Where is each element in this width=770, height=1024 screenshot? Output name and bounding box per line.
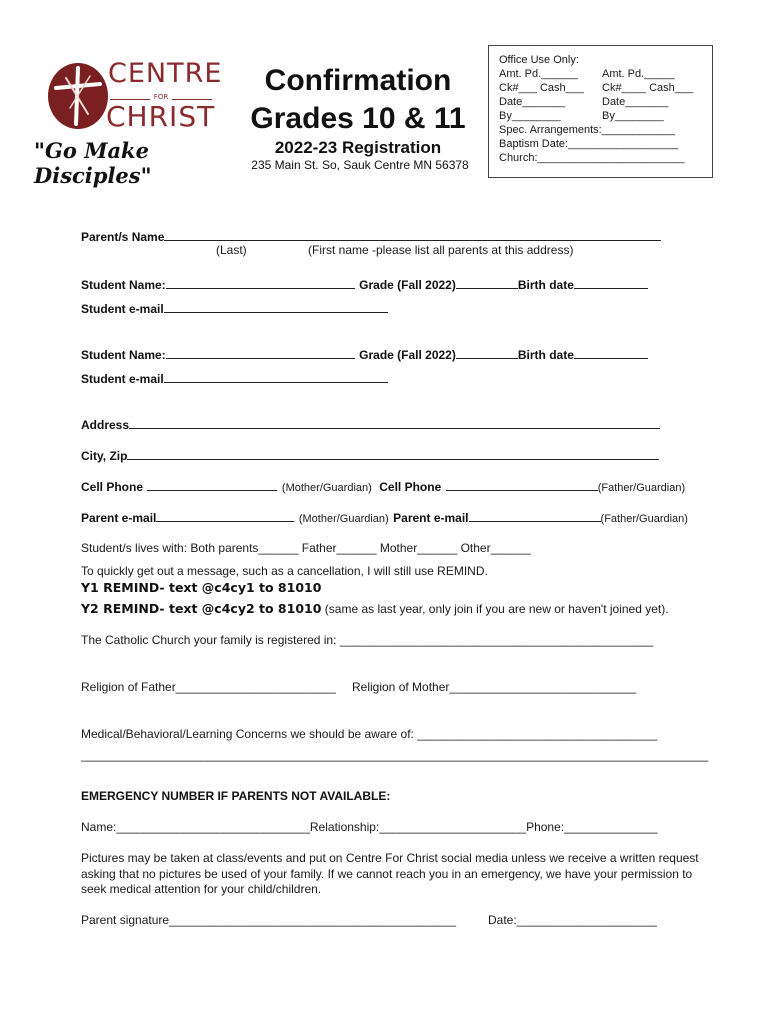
student-2-grade-field[interactable] — [456, 347, 518, 359]
mother-cell-field[interactable] — [147, 479, 277, 491]
y2-remind-row — [81, 600, 669, 618]
city-zip-field[interactable] — [127, 448, 659, 460]
father-email-field[interactable] — [469, 510, 601, 522]
office-ck-2: Ck#____ Cash___ — [602, 82, 694, 94]
office-by-1: By________ — [499, 110, 561, 122]
emergency-heading: EMERGENCY NUMBER IF PARENTS NOT AVAILABLE: — [81, 789, 391, 803]
address-field[interactable] — [129, 417, 660, 429]
logo-word-centre: CENTRE — [108, 58, 223, 89]
emergency-contact-line[interactable]: Name:_____________________________Relationship:______________________Phone:______________ — [81, 820, 658, 834]
medical-concerns-line[interactable]: Medical/Behavioral/Learning Concerns we should be aware of: ____________________________________ — [81, 727, 658, 741]
first-name-hint: (First name -please list all parents at this address) — [308, 243, 574, 257]
student-2-email-label: Student e-mail — [81, 372, 164, 386]
mother-email-hint: (Mother/Guardian) — [298, 513, 389, 525]
mother-guardian-hint: (Mother/Guardian) — [281, 482, 372, 494]
lives-with-line: Student/s lives with: Both parents______ Father______ Mother______ Other______ — [81, 541, 531, 555]
student-1-name-label: Student Name: — [81, 278, 166, 292]
office-spec-arrangements: Spec. Arrangements:____________ — [499, 124, 676, 136]
student-2-name-label: Student Name: — [81, 348, 166, 362]
office-date-2: Date_______ — [602, 96, 669, 108]
y1-remind-code: Y1 REMIND- text @c4cy1 to 81010 — [81, 580, 322, 595]
student-1-row — [81, 276, 648, 294]
father-email-label: Parent e-mail — [393, 511, 469, 525]
student-2-birth-label: Birth date — [517, 348, 574, 362]
religion-mother-line[interactable]: Religion of Mother____________________________ — [352, 680, 637, 694]
signature-date-line[interactable]: Date:_____________________ — [488, 913, 657, 927]
office-amt-2: Amt. Pd._____ — [602, 68, 675, 80]
parents-name-field[interactable] — [164, 229, 661, 241]
student-2-email-row — [81, 370, 388, 388]
city-zip-label: City, Zip — [81, 449, 128, 463]
student-1-email-row — [81, 300, 388, 318]
student-2-grade-label: Grade (Fall 2022) — [359, 348, 456, 362]
catholic-church-line[interactable]: The Catholic Church your family is registered in: _______________________________________________ — [81, 633, 654, 647]
mother-cell-label: Cell Phone — [81, 480, 144, 494]
student-1-grade-field[interactable] — [456, 277, 518, 289]
office-baptism-date: Baptism Date:__________________ — [499, 138, 679, 150]
student-1-name-field[interactable] — [166, 277, 355, 289]
city-zip-row — [81, 447, 659, 465]
office-by-2: By________ — [602, 110, 664, 122]
centre-for-christ-logo — [30, 50, 230, 188]
student-2-name-field[interactable] — [166, 347, 355, 359]
student-2-email-field[interactable] — [164, 371, 388, 383]
logo-word-for: FOR — [153, 93, 169, 101]
student-1-email-field[interactable] — [164, 301, 388, 313]
father-cell-label: Cell Phone — [379, 480, 442, 494]
mother-email-field[interactable] — [156, 510, 294, 522]
medical-concerns-line-2[interactable]: ______________________________________________________________________________________________ — [81, 748, 709, 762]
title-line-2: Grades 10 & 11 — [250, 102, 466, 135]
church-address: 235 Main St. So, Sauk Centre MN 56378 — [251, 158, 469, 172]
office-use-box — [488, 45, 713, 178]
father-cell-field[interactable] — [446, 479, 598, 491]
parent-signature-line[interactable]: Parent signature___________________________________________ — [81, 913, 457, 927]
y2-remind-note: (same as last year, only join if you are new or haven't joined yet). — [321, 602, 669, 616]
student-1-grade-label: Grade (Fall 2022) — [359, 278, 456, 292]
parent-email-row — [81, 509, 688, 527]
parents-name-label: Parent/s Name — [81, 230, 165, 244]
remind-note: To quickly get out a message, such as a cancellation, I will still use REMIND. — [81, 564, 488, 578]
office-church: Church:________________________ — [499, 152, 685, 164]
religion-father-line[interactable]: Religion of Father________________________ — [81, 680, 336, 694]
y2-remind-code: Y2 REMIND- text @c4cy2 to 81010 — [81, 601, 322, 616]
pictures-permission-note: Pictures may be taken at class/events and put on Centre For Christ social media unless we receive a written request asking that no pictures be used of your family. If we cannot reach you in an emergency, we have your permission to seek medical attention for your child/children. — [81, 851, 699, 896]
address-row — [81, 416, 660, 434]
office-heading: Office Use Only: — [499, 54, 579, 66]
cell-phone-row — [81, 478, 685, 496]
office-amt-1: Amt. Pd.______ — [499, 68, 578, 80]
logo-word-christ: CHRIST — [106, 100, 216, 133]
student-1-email-label: Student e-mail — [81, 302, 164, 316]
office-date-1: Date_______ — [499, 96, 566, 108]
registration-year: 2022-23 Registration — [274, 138, 442, 157]
office-ck-1: Ck#___ Cash___ — [499, 82, 585, 94]
student-1-birth-label: Birth date — [517, 278, 574, 292]
student-2-birth-field[interactable] — [574, 347, 648, 359]
mother-email-label: Parent e-mail — [81, 511, 157, 525]
address-label: Address — [81, 418, 130, 432]
title-line-1: Confirmation — [264, 64, 452, 97]
cross-emblem-icon — [42, 60, 114, 132]
logo-tagline: "Go Make Disciples" — [34, 138, 152, 188]
last-name-hint: (Last) — [216, 243, 247, 257]
student-1-birth-field[interactable] — [574, 277, 648, 289]
father-email-hint: (Father/Guardian) — [600, 513, 688, 525]
student-2-row — [81, 346, 648, 364]
father-guardian-hint: (Father/Guardian) — [597, 482, 686, 494]
